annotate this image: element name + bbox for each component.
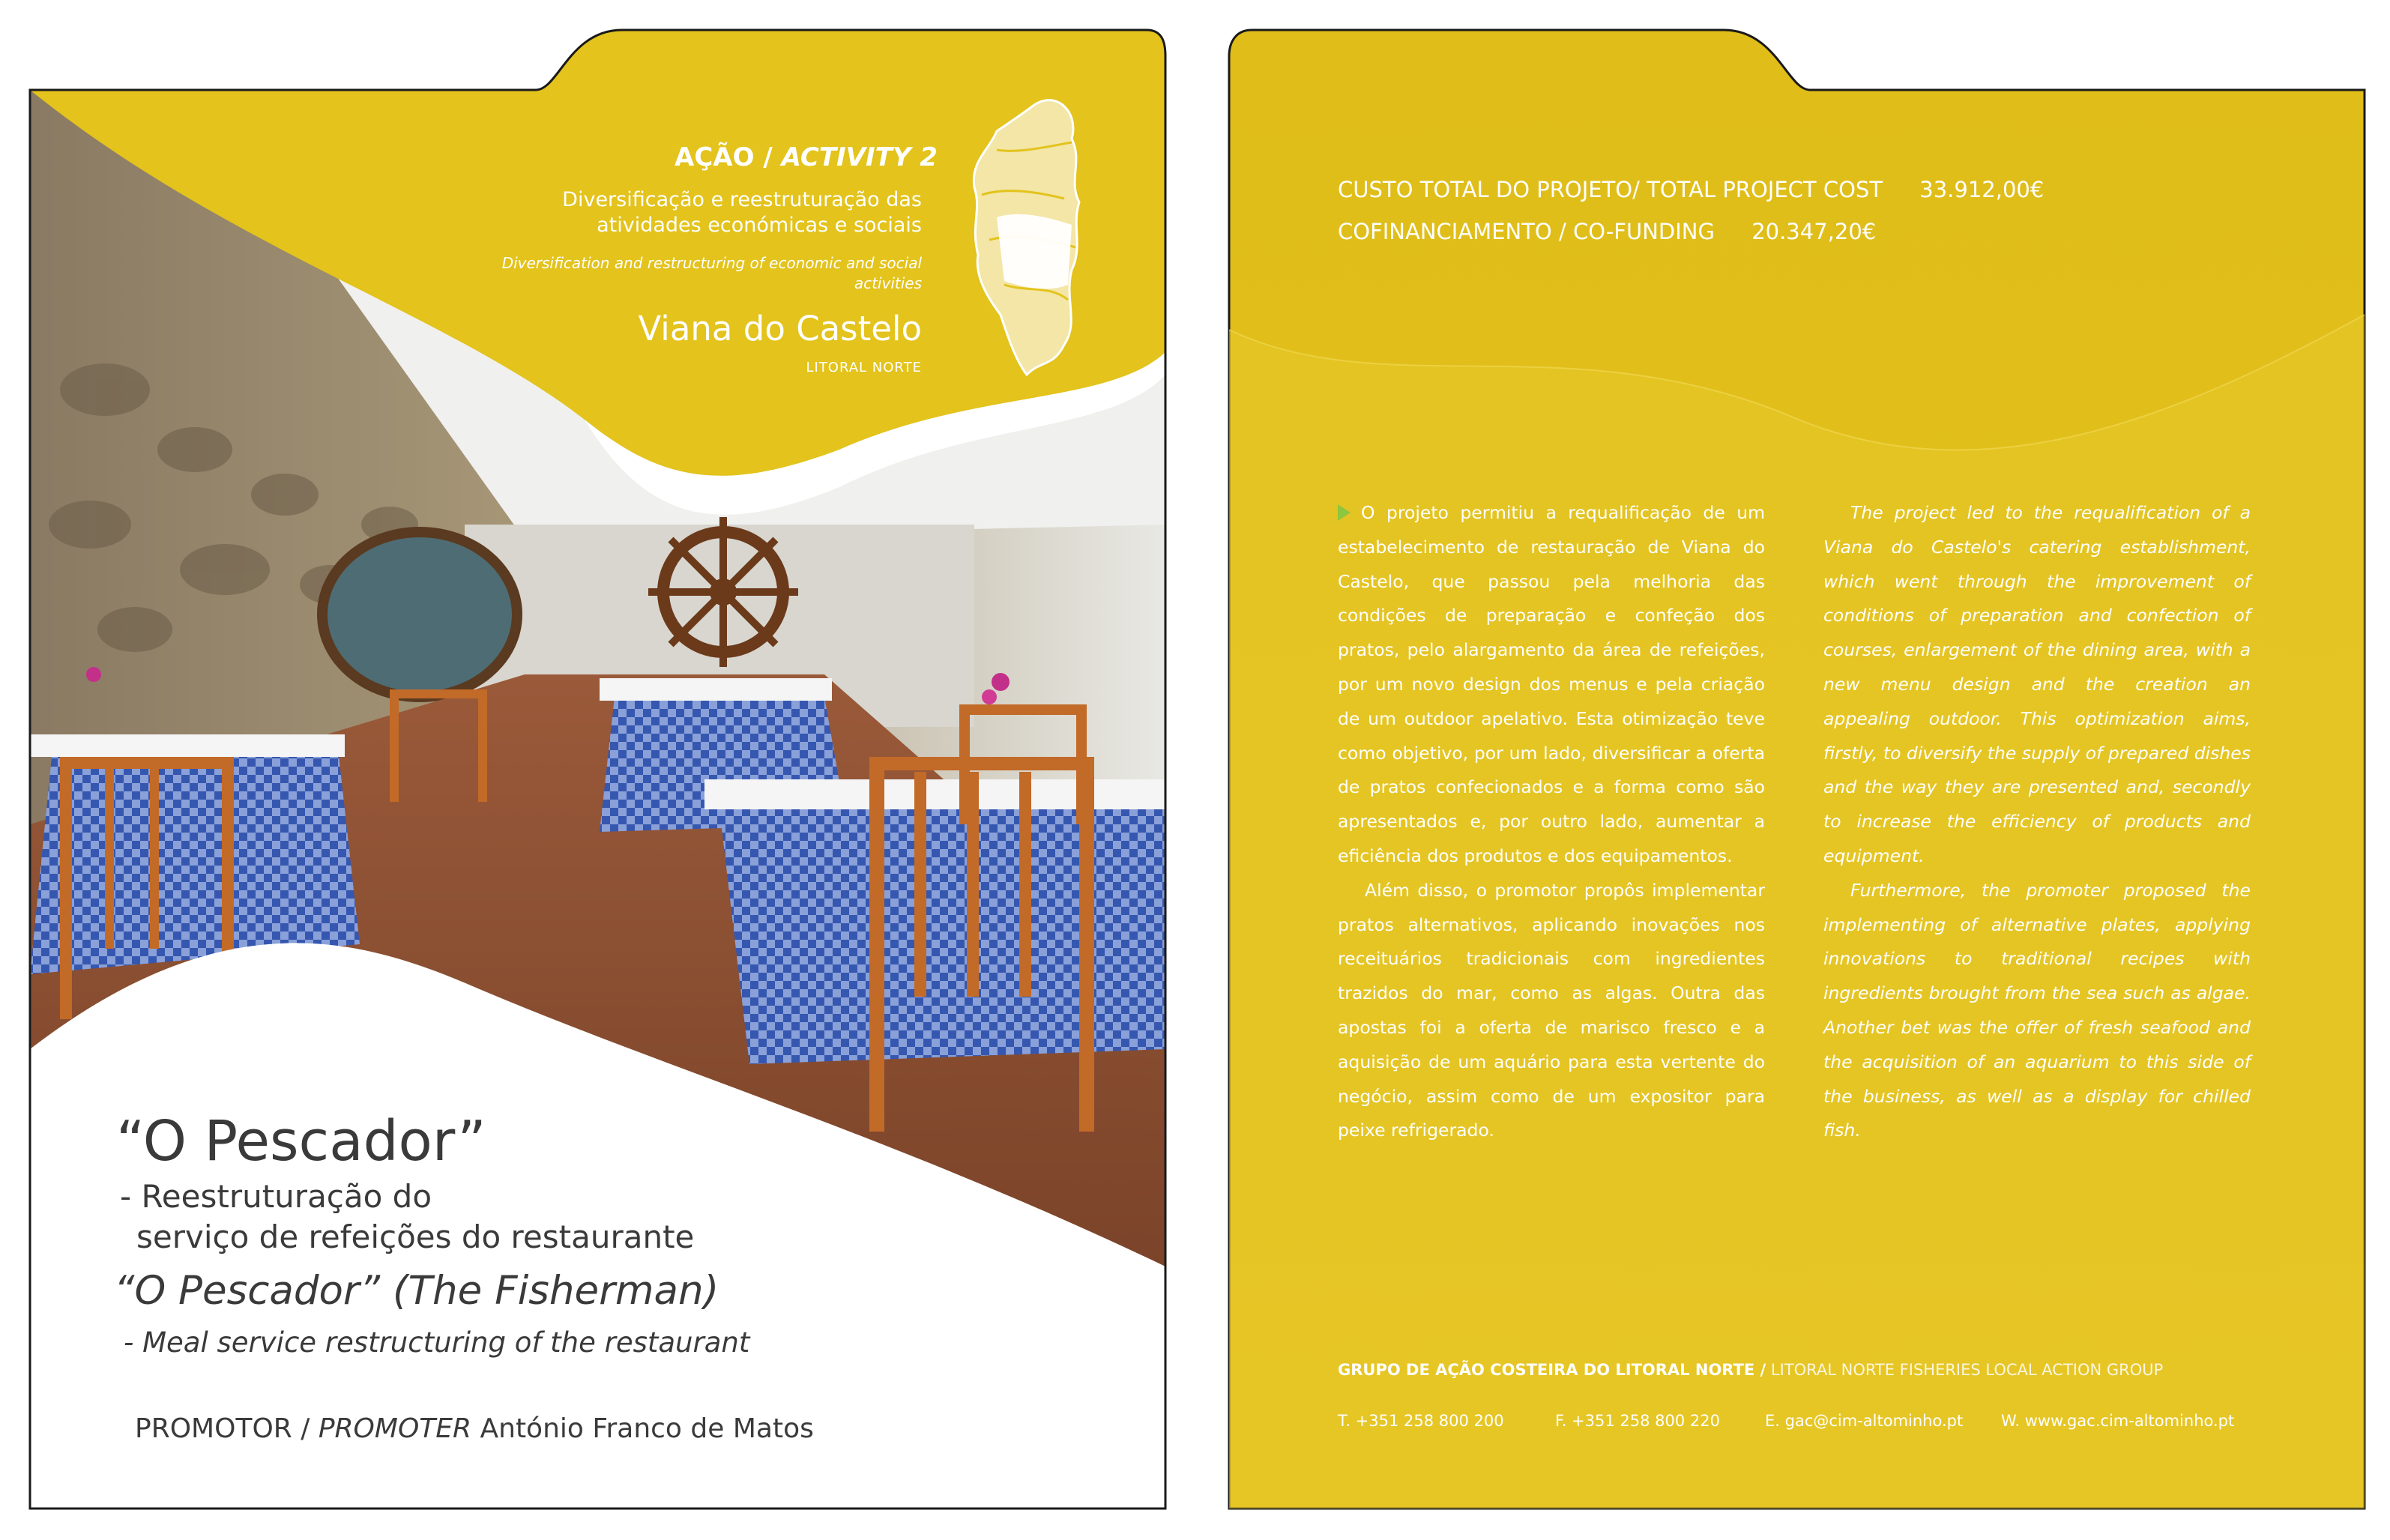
project-subtitle-en: - Meal service restructuring of the restaurant [124,1326,750,1359]
project-subtitle-line1: - Reestruturação do [120,1178,432,1215]
project-title: “O Pescador” [116,1109,486,1174]
group-name-en: LITORAL NORTE FISHERIES LOCAL ACTION GROUP [1770,1361,2164,1379]
contact-phone: T. +351 258 800 200 [1338,1412,1504,1430]
city-name: Viana do Castelo [638,309,922,348]
cofunding-label: COFINANCIAMENTO / CO-FUNDING [1338,219,1715,244]
promoter-label-pt: PROMOTOR / [135,1413,310,1444]
cofunding-line [1338,219,1876,244]
activity-label-en: ACTIVITY 2 [781,142,938,172]
body-text-pt [1338,496,1765,1148]
promoter-line [135,1413,814,1444]
total-cost-label: CUSTO TOTAL DO PROJETO/ TOTAL PROJECT COST [1338,177,1883,202]
cofunding-value: 20.347,20€ [1751,219,1877,244]
bullet-arrow-icon [1338,504,1351,521]
group-footer [1338,1361,2163,1379]
promoter-name: António Franco de Matos [480,1413,814,1444]
contact-email[interactable]: E. gac@cim-altominho.pt [1765,1412,1964,1430]
contact-website[interactable]: W. www.gac.cim-altominho.pt [2001,1412,2235,1430]
contact-fax: F. +351 258 800 220 [1555,1412,1721,1430]
activity-description-en: Diversification and restructuring of economic and social activities [501,254,922,292]
total-cost-line [1338,177,2044,202]
body-en-paragraph-1: The project led to the requalification of a Viana do Castelo's catering establishment, which went through the improvement of conditions of preparation and confection of courses, enlargement of the dining area, with a new menu design and the creation an appealing outdoor. This optimization aims, firstly, to diversify the supply of prepared dishes and the way they are presented and, secondly to increase the efficiency of products and equipment. [1823,502,2251,866]
body-en-paragraph-2: Furthermore, the promoter proposed the implementing of alternative plates, applying innovations to traditional recipes with ingredients brought from the sea such as algae. Another bet was the offer of fresh seafood and the acquisition of an aquarium to this side of the business, as well as a display for chilled fish. [1823,879,2251,1141]
region-name: LITORAL NORTE [806,360,922,375]
total-cost-value: 33.912,00€ [1919,177,2045,202]
activity-label-pt: AÇÃO / [675,142,773,172]
body-text-en [1823,496,2251,1148]
promoter-label-en: PROMOTER [318,1413,472,1444]
project-subtitle-line2: serviço de refeições do restaurante [136,1219,695,1255]
body-pt-paragraph-1: O projeto permitiu a requalificação de um estabelecimento de restauração de Viana do Castelo, que passou pela melhoria das condições de preparação e confeção dos pratos, pelo alargamento da área de refeições, por um novo design dos menus e pela criação de um outdoor apelativo. Esta otimização teve como objetivo, por um lado, diversificar a oferta de pratos confecionados e a forma como são apresentados e, por outro lado, aumentar a eficiência dos produtos e dos equipamentos. [1338,502,1765,866]
activity-description-pt: Diversificação e reestruturação das atividades económicas e sociais [562,188,922,237]
body-pt-paragraph-2: Além disso, o promotor propôs implementar pratos alternativos, aplicando inovações nos receituários tradicionais com ingredientes trazidos do mar, como as algas. Outra das apostas foi a oferta de marisco fresco e a aquisição de um aquário para esta vertente do negócio, assim como de um expositor para peixe refrigerado. [1338,879,1765,1141]
activity-heading [675,142,938,172]
project-title-en: “O Pescador” (The Fisherman) [114,1268,719,1314]
group-name-pt: GRUPO DE AÇÃO COSTEIRA DO LITORAL NORTE / [1338,1361,1766,1379]
